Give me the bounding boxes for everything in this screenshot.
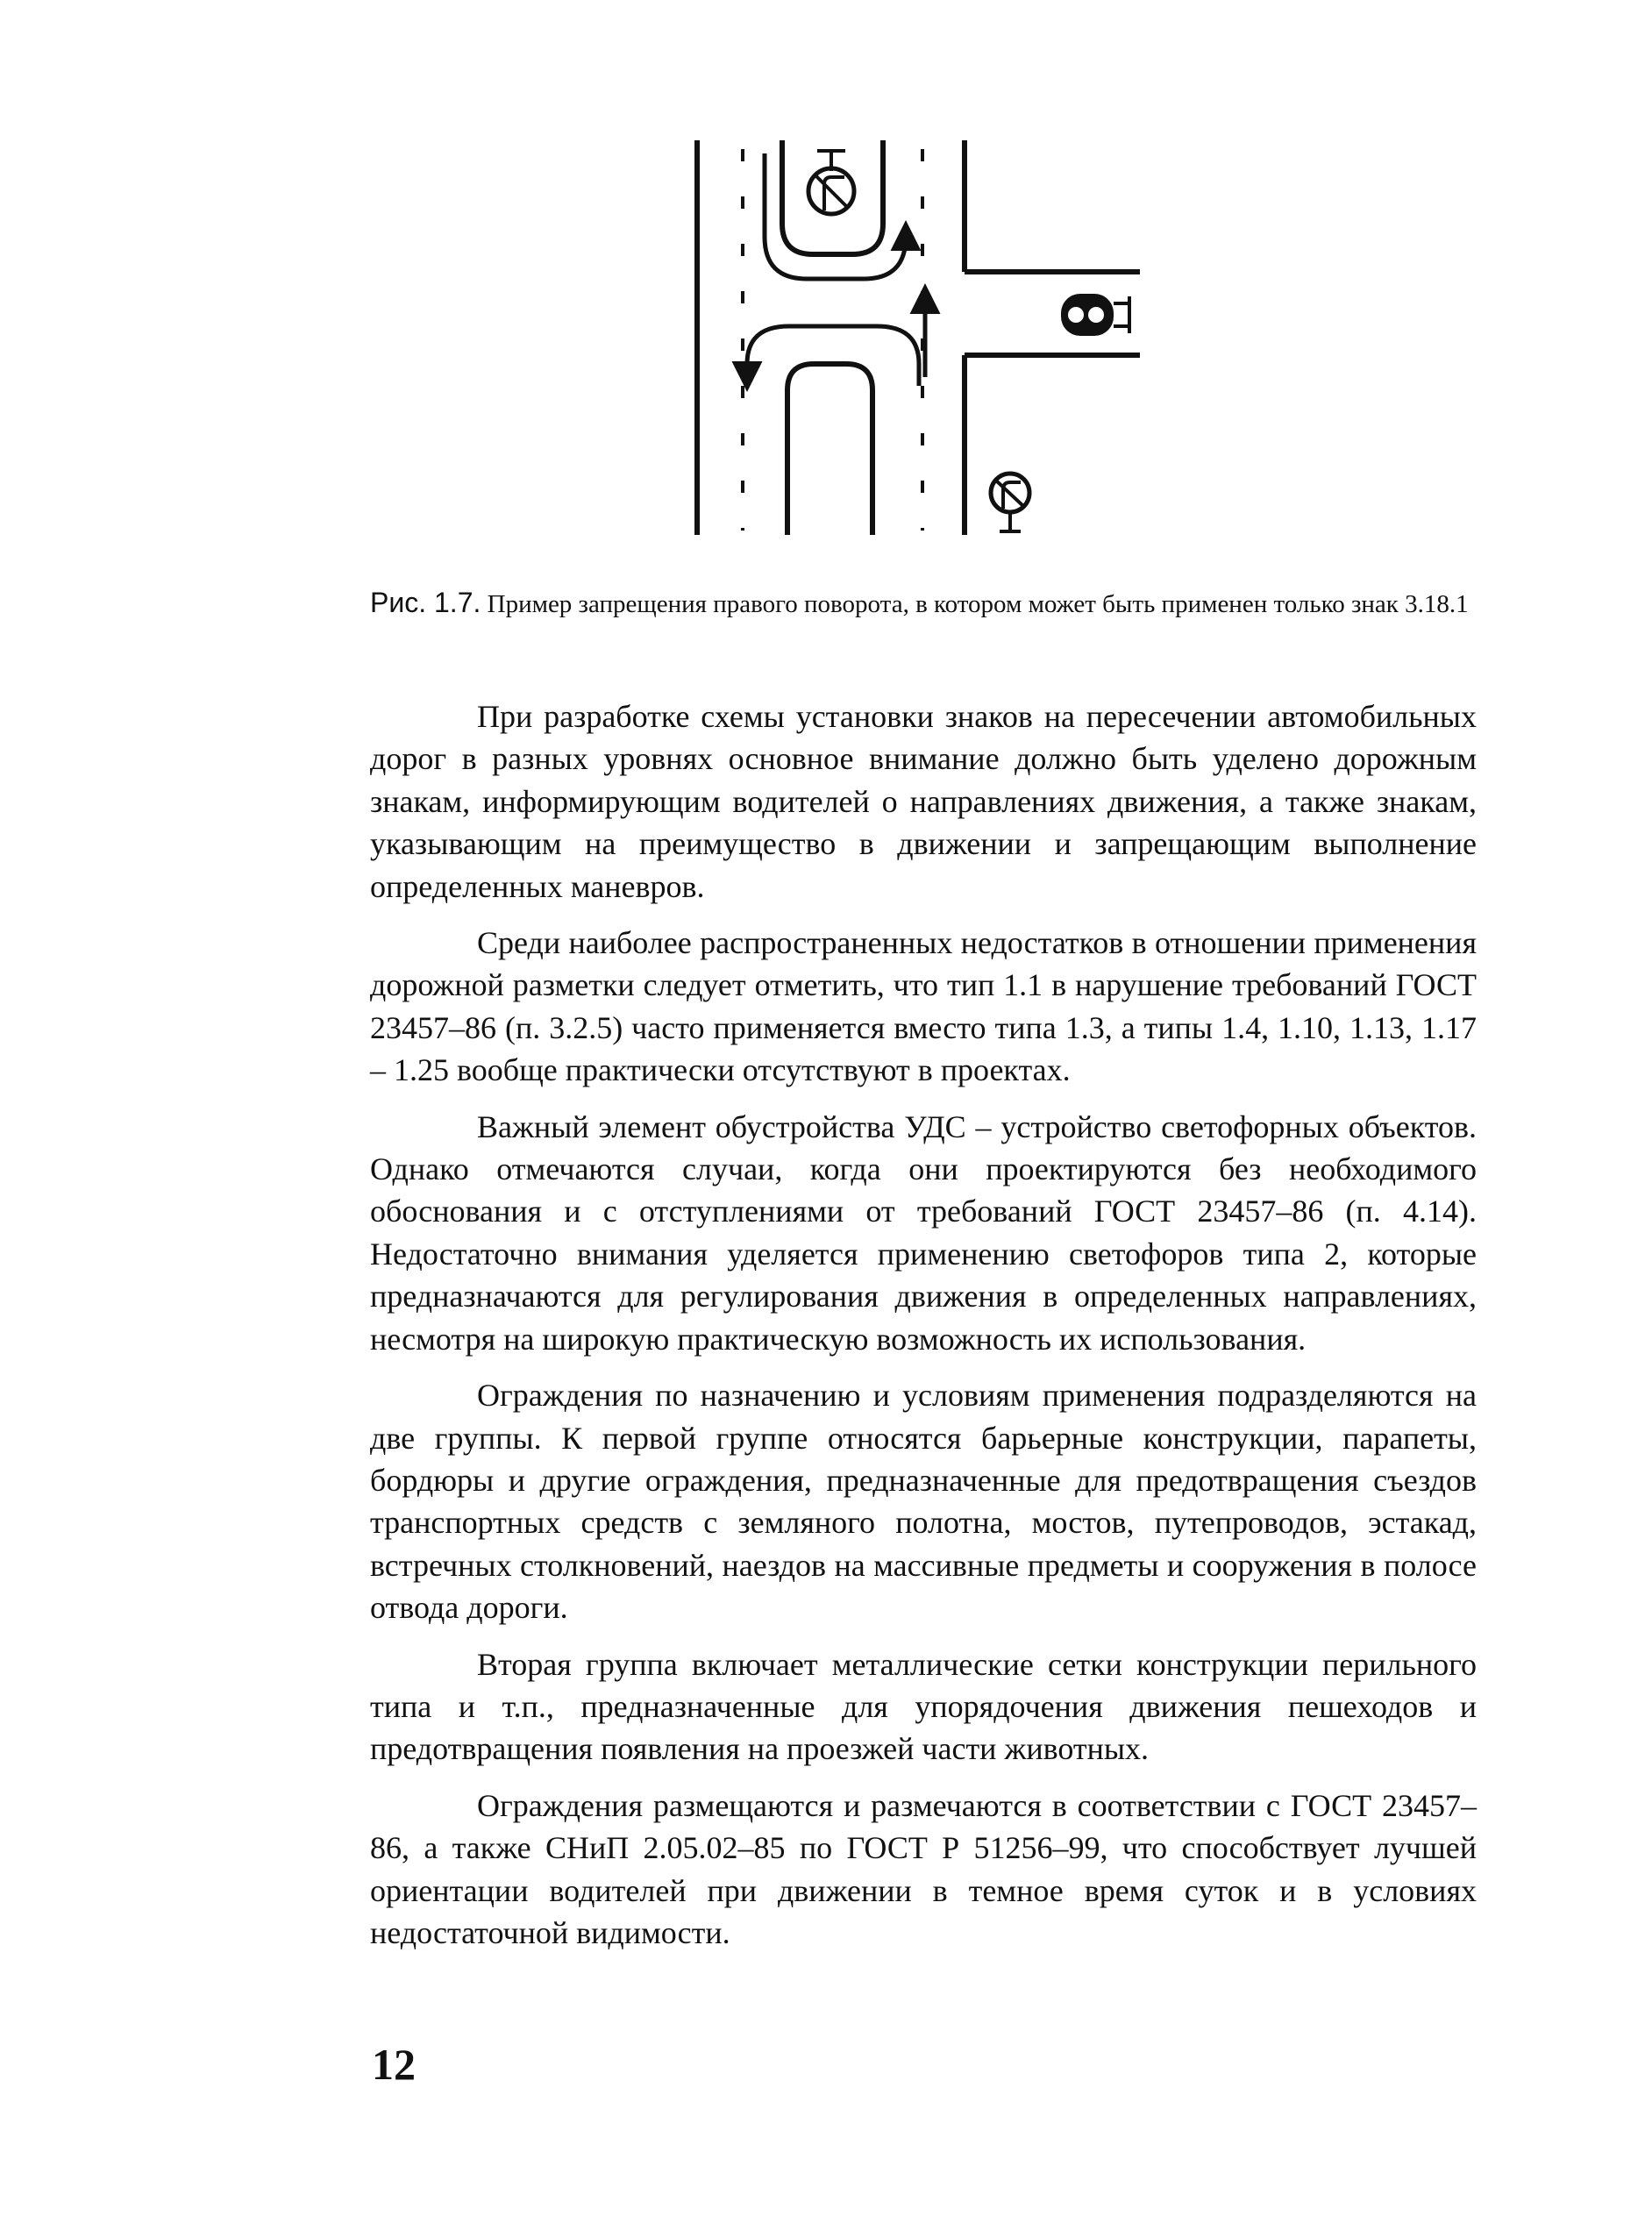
traffic-light-icon bbox=[1061, 294, 1129, 336]
no-turn-sign-upper bbox=[808, 151, 854, 214]
paragraph: При разработке схемы установки знаков на пересечении автомобильных дорог в разных уровнях основное внимание должно быть уделено дорожным знакам, информирующим водителей о направлениях движения, а также знакам, указывающим на преимущество в движении и запрещающим выполнение определенных маневров. bbox=[370, 699, 1477, 904]
figure-caption-text: Пример запрещения правого поворота, в котором может быть применен только знак 3.18.1 bbox=[487, 590, 1469, 618]
paragraph: Важный элемент обустройства УДС – устройство светофорных объектов. Однако отмечаются случаи, когда они проектируются без необходимого обоснования и с отступлениями от требований ГОСТ 23457–86 (п. 4.14). Недостаточно внимания уделяется применению светофоров типа 2, которые предназначаются для регулирования движения в определенных направлениях, несмотря на широкую практическую возможность их использования. bbox=[370, 1108, 1477, 1357]
intersection-diagram bbox=[684, 132, 1175, 552]
figure-caption bbox=[370, 586, 1477, 621]
figure-caption-label: Рис. 1.7. bbox=[370, 587, 481, 618]
page-number: 12 bbox=[372, 2040, 416, 2089]
paragraph: Ограждения по назначению и условиям применения подразделяются на две группы. К первой группе относятся барьерные конструкции, парапеты, бордюры и другие ограждения, предназначенные для предотвращения съездов транспортных средств с земляного полотна, мостов, путепроводов, эстакад, встречных столкновений, наездов на массивные предметы и сооружения в полосе отвода дороги. bbox=[370, 1378, 1477, 1626]
paragraph: Ограждения размещаются и размечаются в соответствии с ГОСТ 23457–86, а также СНиП 2.05.02–85 по ГОСТ Р 51256–99, что способствует лучшей ориентации водителей при движении в темное время суток и в условиях недостаточной видимости. bbox=[370, 1787, 1477, 1950]
paragraph: Среди наиболее распространенных недостатков в отношении применения дорожной разметки следует отметить, что тип 1.1 в нарушение требований ГОСТ 23457–86 (п. 3.2.5) часто применяется вместо типа 1.3, а типы 1.4, 1.10, 1.13, 1.17 – 1.25 вообще практически отсутствуют в проектах. bbox=[370, 925, 1477, 1088]
median-island-lower bbox=[787, 364, 872, 535]
body-text bbox=[370, 695, 1477, 1968]
paragraph: Вторая группа включает металлические сетки конструкции перильного типа и т.п., предназначенные для упорядочения движения пешеходов и предотвращения появления на проезжей части животных. bbox=[370, 1646, 1477, 1767]
no-right-turn-sign bbox=[991, 474, 1029, 531]
u-turn-arrow-lower bbox=[747, 326, 919, 386]
